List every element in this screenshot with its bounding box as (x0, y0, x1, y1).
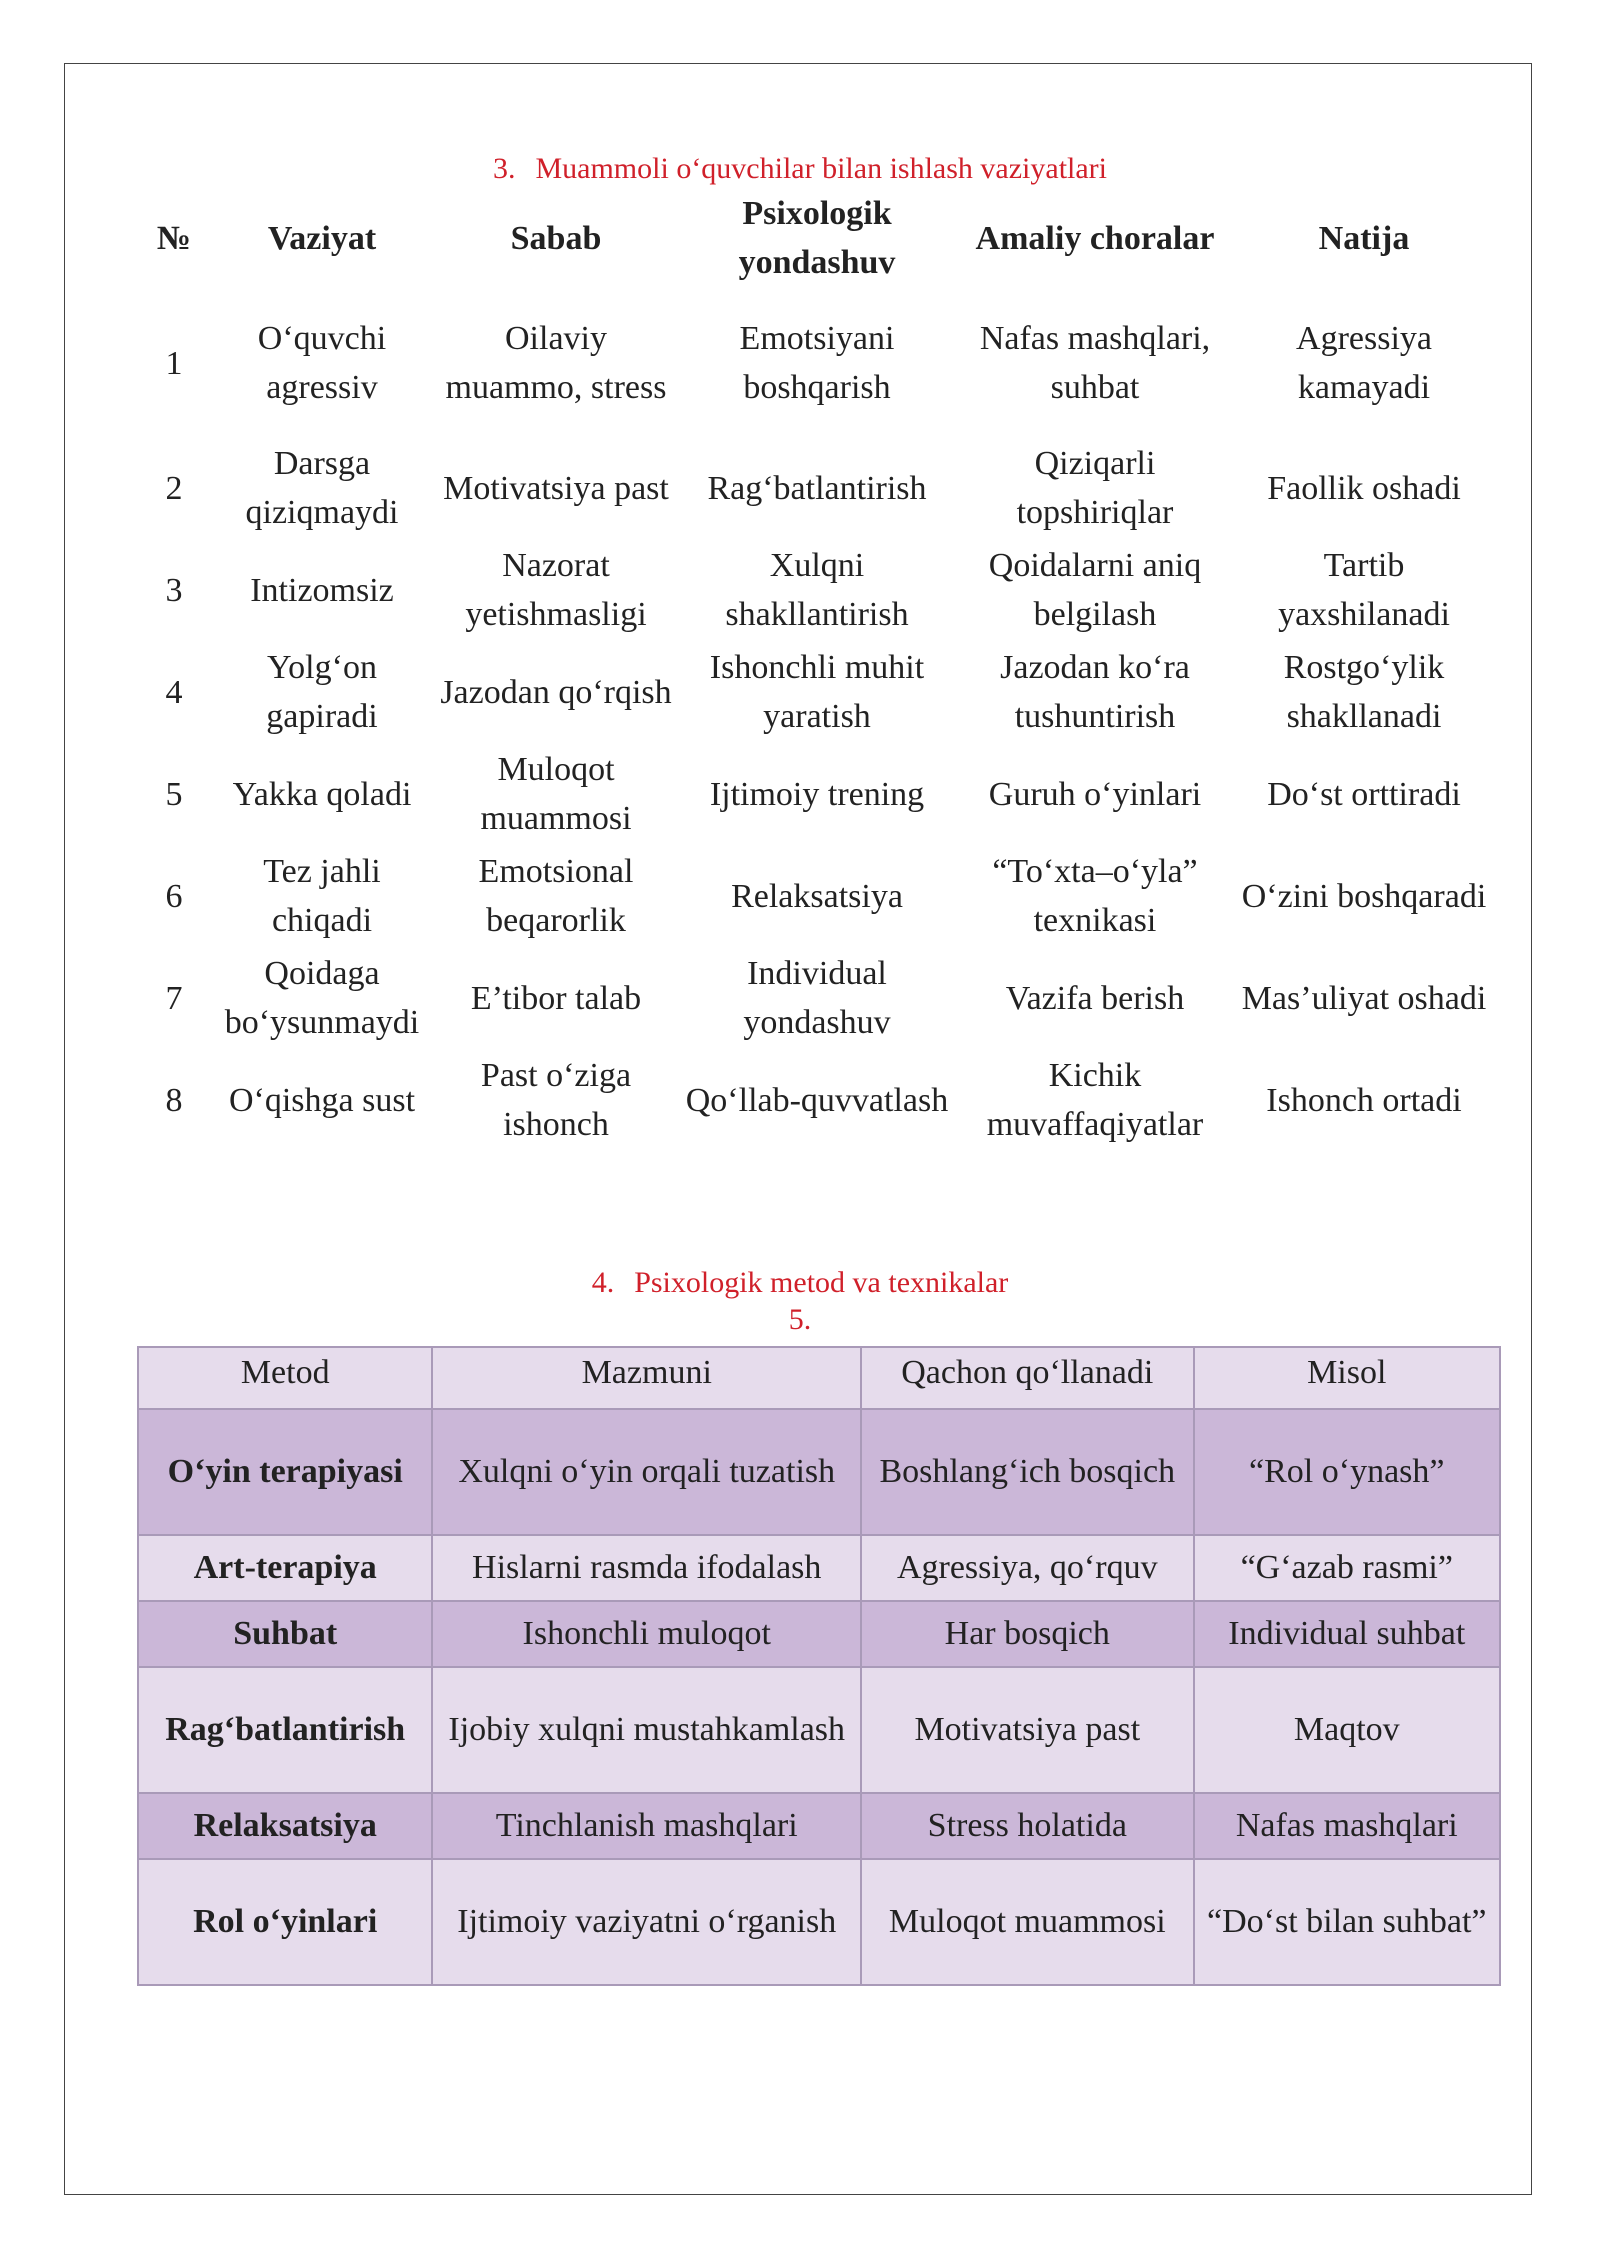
cell: Past o‘ziga ishonch (480, 1057, 632, 1143)
table-row (138, 1535, 1500, 1601)
section-4-caption (0, 1266, 1600, 1300)
cell: Oilaviy muammo, stress (445, 320, 667, 406)
cell: Yolg‘on gapiradi (266, 649, 378, 735)
cell: Ishonchli muloqot (432, 1601, 861, 1667)
cell: Emotsional beqarorlik (478, 853, 634, 939)
cell: Har bosqich (861, 1601, 1193, 1667)
cell: O‘zini boshqaradi (1241, 877, 1487, 915)
cell: 8 (165, 1081, 183, 1119)
cell: O‘qishga sust (228, 1081, 416, 1119)
header-content: Mazmuni (432, 1347, 861, 1409)
cell: Nafas mashqlari (1194, 1793, 1500, 1859)
cell: Ishonchli muhit yaratish (709, 649, 925, 735)
section-4-number: 4. (591, 1266, 615, 1299)
cell: 5 (165, 775, 183, 813)
table-row (138, 1409, 1500, 1535)
cell: Ishonch ortadi (1266, 1081, 1462, 1119)
cell: Kichik muvaffaqiyatlar (986, 1057, 1204, 1143)
cell: Qo‘llab-quvvatlash (685, 1081, 949, 1119)
cell: Rag‘batlantirish (707, 469, 927, 507)
table-row (140, 539, 1496, 641)
section-3-title: Muammoli o‘quvchilar bilan ishlash vaziyatlari (535, 152, 1108, 185)
cell: Nazorat yetishmasligi (465, 547, 647, 633)
table-row (140, 743, 1496, 845)
cell: Do‘st orttiradi (1267, 775, 1461, 813)
cell: Darsga qiziqmaydi (245, 445, 399, 531)
cell: Ijtimoiy trening (709, 775, 925, 813)
cell: Tez jahli chiqadi (263, 853, 381, 939)
cell: Motivatsiya past (861, 1667, 1193, 1793)
cell: O‘yin terapiyasi (138, 1409, 432, 1535)
cell: E’tibor talab (470, 979, 642, 1017)
cell: Rag‘batlantirish (138, 1667, 432, 1793)
header-number: № (156, 219, 192, 257)
cell: Rostgo‘ylik shakllanadi (1283, 649, 1445, 735)
table-row (140, 947, 1496, 1049)
header-measures: Amaliy choralar (975, 219, 1215, 257)
cell: Emotsiyani boshqarish (739, 320, 895, 406)
cell: Individual yondashuv (743, 955, 891, 1041)
header-approach: Psixologik yondashuv (738, 195, 896, 281)
table-row (138, 1793, 1500, 1859)
cell: Tartib yaxshilanadi (1278, 547, 1450, 633)
table-row (140, 641, 1496, 743)
cell: Nafas mashqlari, suhbat (979, 320, 1211, 406)
cell: Jazodan ko‘ra tushuntirish (1000, 649, 1190, 735)
cell: Muloqot muammosi (480, 751, 632, 837)
cell: Boshlang‘ich bosqich (861, 1409, 1193, 1535)
cell: Ijtimoiy vaziyatni o‘rganish (432, 1859, 861, 1985)
cell: Suhbat (138, 1601, 432, 1667)
cell: Agressiya kamayadi (1296, 320, 1432, 406)
header-reason: Sabab (510, 219, 602, 257)
cell: Relaksatsiya (731, 877, 903, 915)
section-3-caption (0, 152, 1600, 186)
cell: Qoidalarni aniq belgilash (988, 547, 1202, 633)
table-header-row (138, 1347, 1500, 1409)
cell: 4 (165, 673, 183, 711)
cell: Guruh o‘yinlari (988, 775, 1202, 813)
cell: “G‘azab rasmi” (1194, 1535, 1500, 1601)
cell: “To‘xta–o‘yla” texnikasi (992, 853, 1198, 939)
cell: Faollik oshadi (1267, 469, 1461, 507)
header-example: Misol (1194, 1347, 1500, 1409)
cell: “Do‘st bilan suhbat” (1194, 1859, 1500, 1985)
table-row (140, 437, 1496, 539)
cell: Yakka qoladi (232, 775, 412, 813)
cell: 1 (165, 344, 183, 382)
cell: 2 (165, 469, 183, 507)
cell: Hislarni rasmda ifodalash (432, 1535, 861, 1601)
section-5-number: 5. (788, 1303, 812, 1336)
methods-table (137, 1346, 1501, 1986)
cell: Xulqni shakllantirish (725, 547, 909, 633)
cell: 7 (165, 979, 183, 1017)
cell: Tinchlanish mashqlari (432, 1793, 861, 1859)
cell: Maqtov (1194, 1667, 1500, 1793)
cell: Rol o‘yinlari (138, 1859, 432, 1985)
cell: Xulqni o‘yin orqali tuzatish (432, 1409, 861, 1535)
table-row (140, 1049, 1496, 1151)
header-result: Natija (1318, 219, 1410, 257)
table-row (138, 1601, 1500, 1667)
cell: Muloqot muammosi (861, 1859, 1193, 1985)
table-row (138, 1859, 1500, 1985)
cell: 6 (165, 877, 183, 915)
cell: Mas’uliyat oshadi (1241, 979, 1487, 1017)
section-4-title: Psixologik metod va texnikalar (634, 1266, 1009, 1299)
table-row (138, 1667, 1500, 1793)
cell: O‘quvchi agressiv (257, 320, 387, 406)
cell: Vazifa berish (1005, 979, 1185, 1017)
cell: Relaksatsiya (138, 1793, 432, 1859)
cell: Art-terapiya (138, 1535, 432, 1601)
header-when-used: Qachon qo‘llanadi (861, 1347, 1193, 1409)
cell: Qoidaga bo‘ysunmaydi (224, 955, 420, 1041)
table-row (140, 845, 1496, 947)
cell: Agressiya, qo‘rquv (861, 1535, 1193, 1601)
cell: Qiziqarli topshiriqlar (1016, 445, 1174, 531)
cell: Stress holatida (861, 1793, 1193, 1859)
table-row (140, 289, 1496, 437)
situations-table (140, 187, 1496, 1151)
cell: 3 (165, 571, 183, 609)
cell: Intizomsiz (250, 571, 394, 609)
header-method: Metod (138, 1347, 432, 1409)
cell: Jazodan qo‘rqish (440, 673, 672, 711)
section-3-number: 3. (492, 152, 516, 185)
cell: Individual suhbat (1194, 1601, 1500, 1667)
header-situation: Vaziyat (267, 219, 377, 257)
cell: Motivatsiya past (443, 469, 669, 507)
cell: Ijobiy xulqni mustahkamlash (432, 1667, 861, 1793)
table-header-row (140, 187, 1496, 289)
cell: “Rol o‘ynash” (1194, 1409, 1500, 1535)
